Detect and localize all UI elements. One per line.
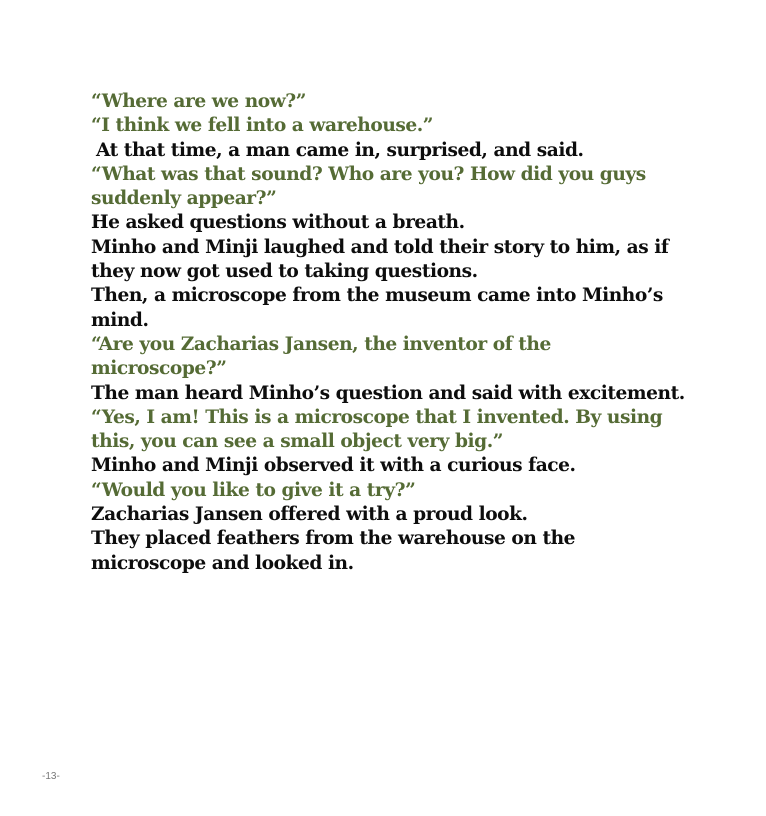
narration-line: Minho and Minji laughed and told their story to him, as if they now got used to taking questions. [91,236,669,283]
dialogue-line: “Are you Zacharias Jansen, the inventor of the microscope?” [91,333,551,380]
narration-line: He asked questions without a breath. [91,212,465,234]
dialogue-line: “What was that sound? Who are you? How did you guys suddenly appear?” [91,163,646,210]
dialogue-line: “Yes, I am! This is a microscope that I invented. By using this, you can see a small object very big.” [91,406,663,453]
narration-line: Zacharias Jansen offered with a proud look. [91,504,528,526]
narration-line: Minho and Minji observed it with a curious face. [91,455,576,477]
narration-line: Then, a microscope from the museum came into Minho’s mind. [91,285,663,331]
narration-line: The man heard Minho’s question and said with excitement. [91,382,685,404]
dialogue-line: “Where are we now?” [91,91,306,112]
story-text [91,90,731,576]
narration-line: At that time, a man came in, surprised, and said. [96,139,584,161]
page-number: -13- [42,771,60,782]
dialogue-line: “Would you like to give it a try?” [91,479,416,501]
dialogue-line: “I think we fell into a warehouse.” [91,115,434,137]
narration-line: They placed feathers from the warehouse on the microscope and looked in. [91,528,576,574]
